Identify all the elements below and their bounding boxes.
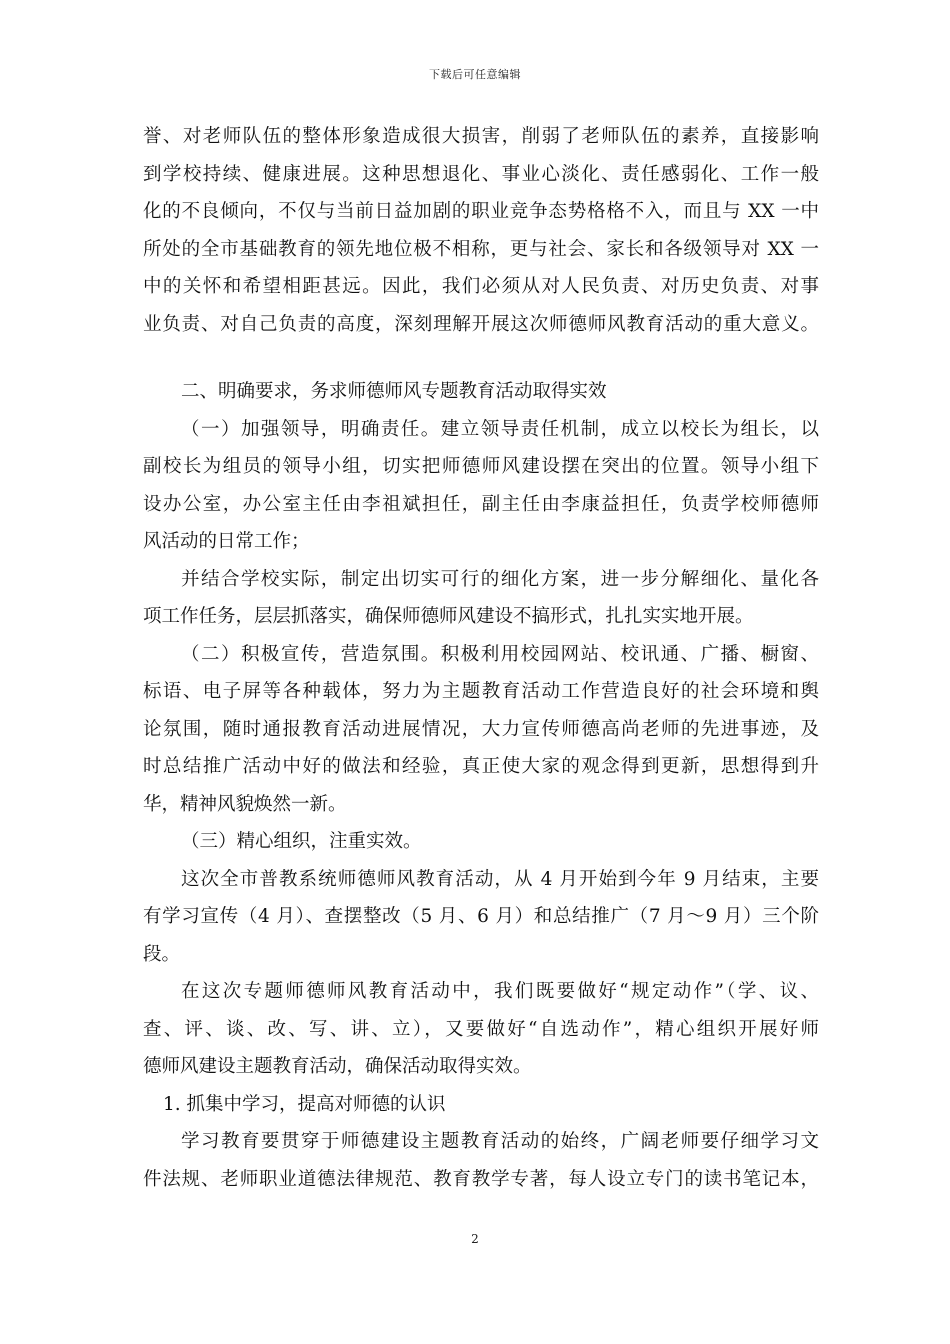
document-body	[143, 118, 819, 1198]
text-line: 论氛围，随时通报教育活动进展情况，大力宣传师德高尚老师的先进事迹，及	[143, 718, 819, 740]
section-heading: 二、明确要求，务求师德师风专题教育活动取得实效	[181, 381, 607, 402]
text-line: 誉、对老师队伍的整体形象造成很大损害，削弱了老师队伍的素养，直接影响	[143, 126, 819, 147]
text-line: 华，精神风貌焕然一新。	[143, 793, 347, 815]
text-line: 风活动的日常工作；	[143, 531, 310, 552]
text-line: 设办公室，办公室主任由李祖斌担任，副主任由李康益担任，负责学校师德师	[143, 493, 819, 515]
text-line: 并结合学校实际，制定出切实可行的细化方案，进一步分解细化、量化各	[181, 568, 819, 590]
text-line: 标语、电子屏等各种载体，努力为主题教育活动工作营造良好的社会环境和舆	[143, 681, 819, 702]
header-note: 下载后可任意编辑	[429, 68, 521, 81]
item-2-paragraph	[143, 636, 819, 824]
text-line: 所处的全市基础教育的领先地位极不相称，更与社会、家长和各级领导对 XX 一	[143, 238, 819, 260]
text-line: （一）加强领导，明确责任。建立领导责任机制，成立以校长为组长，以	[181, 418, 819, 440]
item-3b-paragraph	[143, 973, 819, 1086]
text-line: 件法规、老师职业道德法律规范、教育教学专著，每人设立专门的读书笔记本，	[143, 1168, 819, 1190]
text-line: 中的关怀和希望相距甚远。因此，我们必须从对人民负责、对历史负责、对事	[143, 276, 819, 297]
text-line: 德师风建设主题教育活动，确保活动取得实效。	[143, 1056, 532, 1077]
page-number: 2	[471, 1232, 479, 1246]
text-line: 这次全市普教系统师德师风教育活动，从 4 月开始到今年 9 月结束，主要	[181, 868, 819, 890]
text-line: 化的不良倾向，不仅与当前日益加剧的职业竞争态势格格不入，而且与 XX 一中	[143, 201, 819, 222]
text-line: 项工作任务，层层抓落实，确保师德师风建设不搞形式，扎扎实实地开展。	[143, 606, 754, 627]
point-1-heading: 1. 抓集中学习，提高对师德的认识	[163, 1093, 446, 1115]
item-3-heading: （三）精心组织，注重实效。	[181, 831, 422, 852]
text-line: 有学习宣传（4 月）、查摆整改（5 月、6 月）和总结推广（7 月～9 月）三个阶	[143, 906, 819, 927]
paragraph-1	[143, 118, 819, 343]
item-3a-paragraph	[143, 861, 819, 974]
text-line: 时总结推广活动中好的做法和经验，真正使大家的观念得到更新，思想得到升	[143, 756, 819, 777]
item-1b-paragraph	[143, 561, 819, 636]
text-line: 副校长为组员的领导小组，切实把师德师风建设摆在突出的位置。领导小组下	[143, 456, 819, 477]
point-1a-paragraph	[143, 1123, 819, 1198]
text-line: 段。	[143, 943, 181, 965]
text-line: （二）积极宣传，营造氛围。积极利用校园网站、校讯通、广播、橱窗、	[181, 643, 819, 665]
text-line: 到学校持续、健康进展。这种思想退化、事业心淡化、责任感弱化、工作一般	[143, 163, 819, 185]
section-gap	[143, 343, 819, 373]
text-line: 在这次专题师德师风教育活动中，我们既要做好“规定动作”（学、议、	[181, 981, 819, 1002]
text-line: 学习教育要贯穿于师德建设主题教育活动的始终，广阔老师要仔细学习文	[181, 1131, 819, 1152]
text-line: 业负责、对自己负责的高度，深刻理解开展这次师德师风教育活动的重大意义。	[143, 313, 819, 335]
item-1-paragraph	[143, 411, 819, 561]
text-line: 查、评、谈、改、写、讲、立），又要做好“自选动作”，精心组织开展好师	[143, 1018, 819, 1040]
